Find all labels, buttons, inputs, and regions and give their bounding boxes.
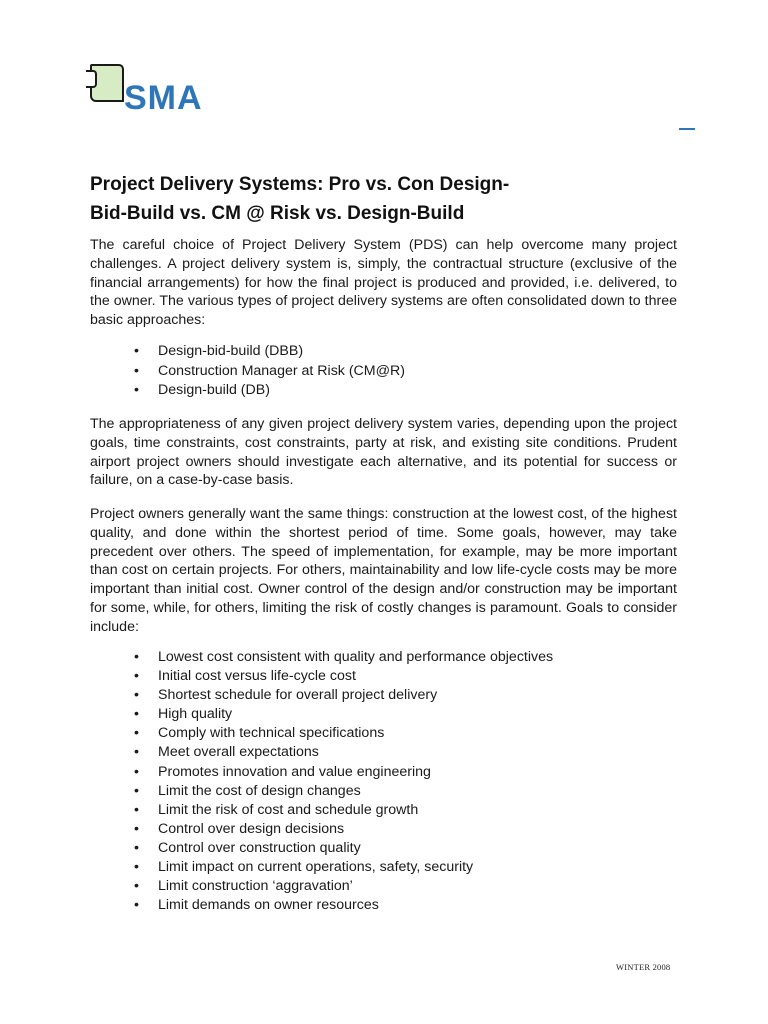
list-item: • Limit impact on current operations, safety, security xyxy=(90,858,553,877)
list-item: • Limit demands on owner resources xyxy=(90,896,553,915)
appropriateness-paragraph: The appropriateness of any given project delivery system varies, depending upon the project goals, time constraints, cost constraints, party at risk, and existing site conditions. Prudent airport project owners should investigate each alternative, and its potential for success or failure, on a case-by-case basis. xyxy=(90,416,677,489)
list-item: • Comply with technical specifications xyxy=(90,724,553,743)
list-item: • Design-bid-build (DBB) xyxy=(90,342,405,362)
header-accent-mark xyxy=(679,128,695,130)
delivery-approaches-list xyxy=(90,342,405,401)
title-line-1: Project Delivery Systems: Pro vs. Con Design- xyxy=(90,174,510,195)
owner-goals-paragraph: Project owners generally want the same things: construction at the lowest cost, of the highest quality, and done within the shortest period of time. Some goals, however, may take precedent over others. The speed of implementation, for example, may be more important than cost on certain projects. For others, maintainability and low life-cycle costs may be more important than initial cost. Owner control of the design and/or construction may be important for some, while, for others, limiting the risk of costly changes is paramount. Goals to consider include: xyxy=(90,506,677,635)
state-map-notch xyxy=(86,70,97,88)
list-item: • Meet overall expectations xyxy=(90,743,553,762)
title-line-2: Bid-Build vs. CM @ Risk vs. Design-Build xyxy=(90,203,465,224)
company-logo xyxy=(86,62,306,117)
issue-footer: WINTER 2008 xyxy=(616,962,671,972)
list-item: • High quality xyxy=(90,705,553,724)
list-item: • Limit the risk of cost and schedule growth xyxy=(90,801,553,820)
logo-wordmark: SMA xyxy=(124,79,203,117)
list-item: • Limit construction ‘aggravation’ xyxy=(90,877,553,896)
intro-paragraph: The careful choice of Project Delivery System (PDS) can help overcome many project challenges. A project delivery system is, simply, the contractual structure (exclusive of the financial arrangements) for how the final project is produced and provided, i.e. delivered, to the owner. The various types of project delivery systems are often consolidated down to three basic approaches: xyxy=(90,237,677,329)
page-title xyxy=(90,170,690,228)
list-item: • Control over construction quality xyxy=(90,839,553,858)
list-item: • Control over design decisions xyxy=(90,820,553,839)
goals-list xyxy=(90,648,553,915)
list-item: • Initial cost versus life-cycle cost xyxy=(90,667,553,686)
list-item: • Limit the cost of design changes xyxy=(90,782,553,801)
list-item: • Lowest cost consistent with quality and performance objectives xyxy=(90,648,553,667)
list-item: • Design-build (DB) xyxy=(90,381,405,401)
list-item: • Shortest schedule for overall project delivery xyxy=(90,686,553,705)
list-item: • Promotes innovation and value engineering xyxy=(90,763,553,782)
list-item: • Construction Manager at Risk (CM@R) xyxy=(90,362,405,382)
